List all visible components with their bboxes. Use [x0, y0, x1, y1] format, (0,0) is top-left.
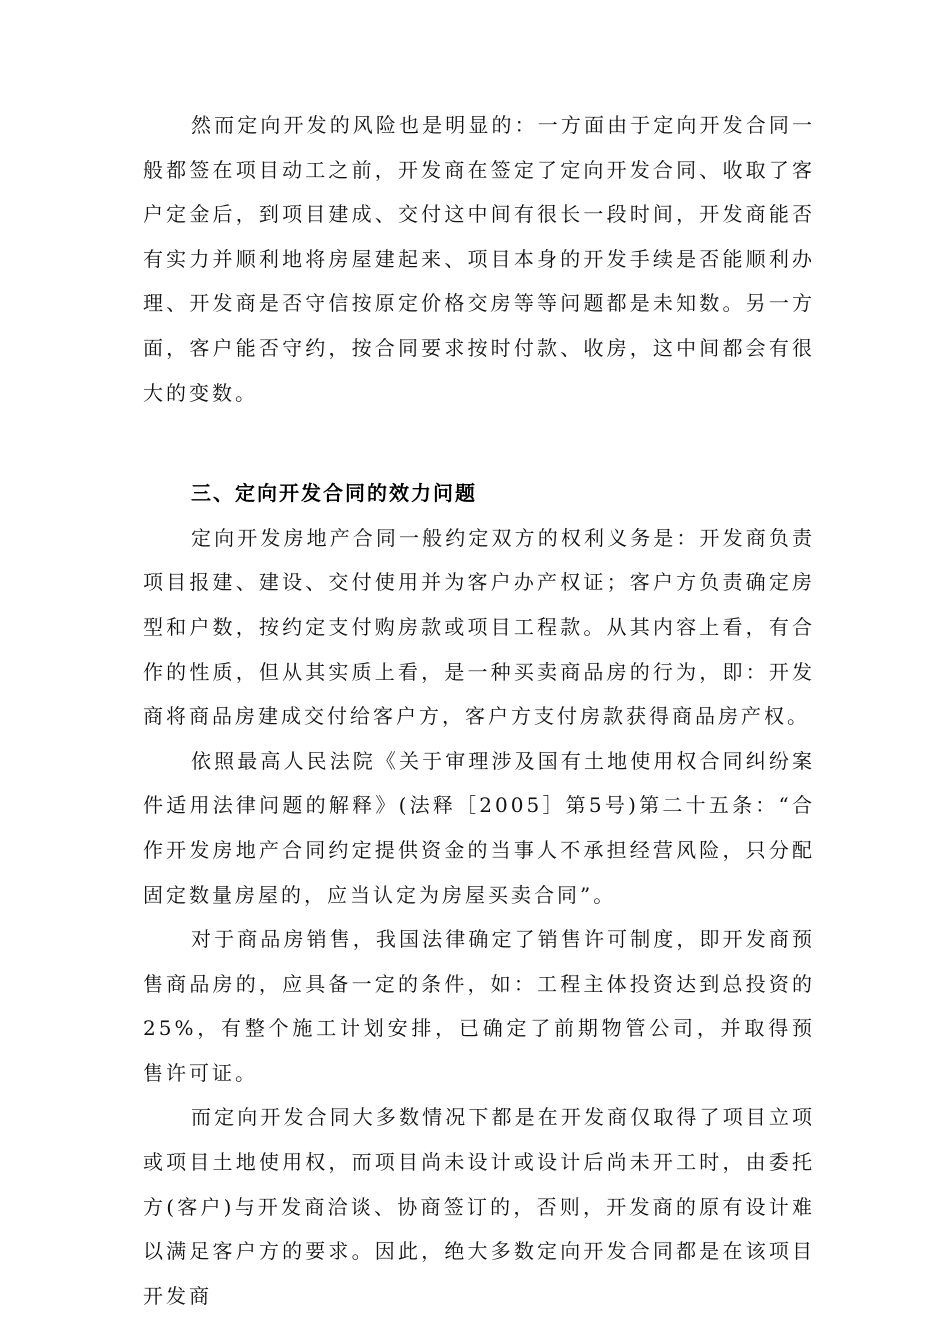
paragraph-risk: 然而定向开发的风险也是明显的：一方面由于定向开发合同一般都签在项目动工之前，开发商在签定了定向开发合同、收取了客户定金后，到项目建成、交付这中间有很长一段时间，开发商能否有实力并顺利地将房屋建起来、项目本身的开发手续是否能顺利办理、开发商是否守信按原定价格交房等等问题都是未知数。另一方面，客户能否守约，按合同要求按时付款、收房，这中间都会有很大的变数。	[143, 113, 815, 405]
paragraph-judicial-interpretation: 依照最高人民法院《关于审理涉及国有土地使用权合同纠纷案件适用法律问题的解释》(法释［2005］第5号)第二十五条：“合作开发房地产合同约定提供资金的当事人不承担经营风险，只分配固定数量房屋的，应当认定为房屋买卖合同”。	[143, 748, 815, 907]
paragraph-contract-timing: 而定向开发合同大多数情况下都是在开发商仅取得了项目立项或项目土地使用权，而项目尚未设计或设计后尚未开工时，由委托方(客户)与开发商洽谈、协商签订的，否则，开发商的原有设计难以满足客户方的要求。因此，绝大多数定向开发合同都是在该项目开发商	[143, 1105, 815, 1308]
paragraph-sales-permit: 对于商品房销售，我国法律确定了销售许可制度，即开发商预售商品房的，应具备一定的条件，如：工程主体投资达到总投资的25%，有整个施工计划安排，已确定了前期物管公司，并取得预售许可证。	[143, 927, 815, 1085]
document-body	[143, 103, 815, 1318]
section-heading: 三、定向开发合同的效力问题	[191, 481, 477, 506]
paragraph-rights-obligations: 定向开发房地产合同一般约定双方的权利义务是：开发商负责项目报建、建设、交付使用并为客户办产权证；客户方负责确定房型和户数，按约定支付购房款或项目工程款。从其内容上看，有合作的性质，但从其实质上看，是一种买卖商品房的行为，即：开发商将商品房建成交付给客户方，客户方支付房款获得商品房产权。	[143, 525, 815, 729]
